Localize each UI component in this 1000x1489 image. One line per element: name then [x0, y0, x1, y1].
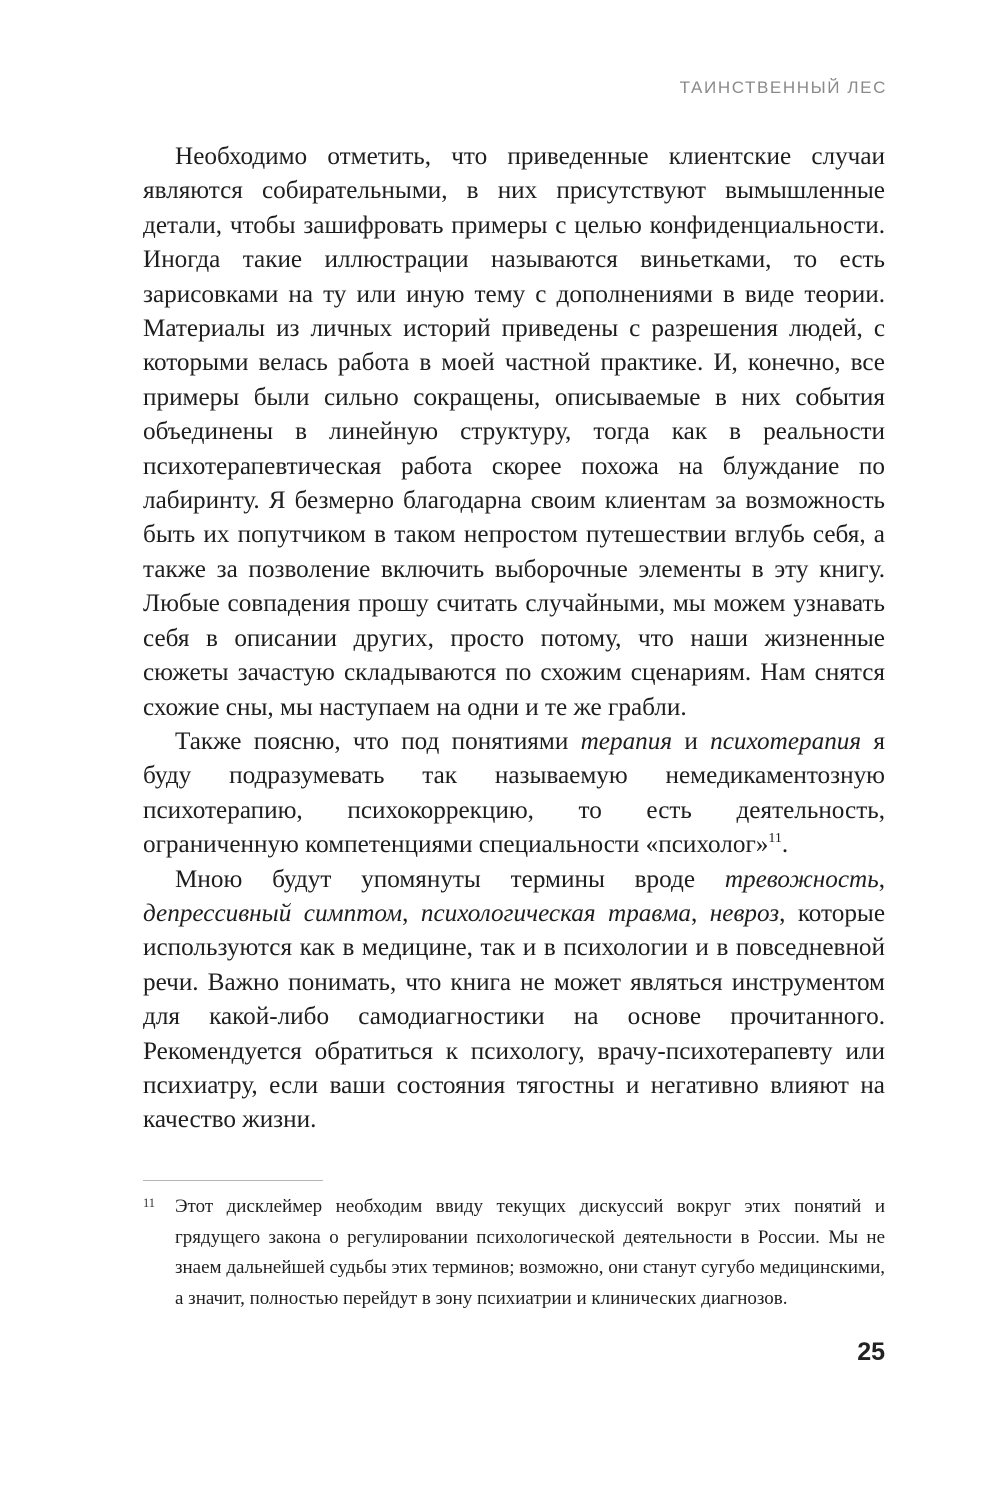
term-therapy: терапия	[580, 727, 673, 755]
footnote	[143, 1192, 885, 1314]
paragraph-2-text-1: Также поясню, что под понятиями	[175, 727, 581, 755]
paragraph-3-text-3: ,	[402, 899, 421, 927]
footnote-text: Этот дисклеймер необходим ввиду текущих дискуссий вокруг этих понятий и грядущего закона о регулировании психологической деятельности в России. Мы не знаем дальнейшей судьбы этих терминов; возможно, они станут сугубо медицинскими, а значит, полностью перейдут в зону психиатрии и клинических диагнозов.	[175, 1196, 885, 1309]
term-psychological-trauma: психологическая травма	[420, 899, 692, 927]
paragraph-1: Необходимо отметить, что приведенные клиентские случаи являются собирательными, в них присутствуют вымышленные детали, чтобы зашифровать примеры с целью конфиденциальности. Иногда такие иллюстрации называются виньетками, то есть зарисовками на ту или иную тему с дополнениями в виде теории. Материалы из личных историй приведены с разрешения людей, с которыми велась работа в моей частной практике. И, конечно, все примеры были сильно сокращены, описываемые в них события объединены в линейную структуру, тогда как в реальности психотерапевтическая работа скорее похожа на блуждание по лабиринту. Я безмерно благодарна своим клиентам за возможность быть их попутчиком в таком непростом путешествии вглубь себя, а также за позволение включить выборочные элементы в эту книгу. Любые совпадения прошу считать случайными, мы можем узнавать себя в описании других, просто потому, что наши жизненные сюжеты зачастую складываются по схожим сценариям. Нам снятся схожие сны, мы наступаем на одни и те же грабли.	[143, 143, 885, 721]
term-anxiety: тревожность	[724, 865, 879, 893]
term-depressive-symptom: депрессивный симптом	[143, 899, 403, 927]
term-neurosis: невроз	[709, 899, 780, 927]
paragraph-2-text-4: .	[781, 831, 789, 859]
term-psychotherapy: психотерапия	[710, 727, 862, 755]
footnote-number: 11	[143, 1196, 156, 1210]
paragraph-3-text-5: , которые используются как в медицине, так и в психологии и в повседневной речи. Важно понимать, что книга не может являться инструментом для какой-либо самодиагностики на основе прочитанного. Рекомендуется обратиться к психологу, врачу-психотерапевту или психиатру, если ваши состояния тягостны и негативно влияют на качество жизни.	[143, 899, 886, 1134]
paragraph-3-text-2: ,	[878, 865, 885, 893]
footnote-divider	[143, 1180, 323, 1181]
paragraph-2-text-2: и	[672, 727, 711, 755]
paragraph-2-text-3: я буду подразумевать так называемую немедикаментозную психотерапию, психокоррекцию, то есть деятельность, ограниченную компетенциями специальности «психолог»	[143, 727, 885, 859]
paragraph-3	[143, 863, 885, 1138]
footnote-reference: 11	[768, 831, 782, 847]
paragraph-2	[143, 725, 885, 863]
paragraph-3-text-1: Мною будут упомянуты термины вроде	[175, 865, 725, 893]
paragraph-3-text-4: ,	[691, 899, 710, 927]
page-number: 25	[857, 1338, 885, 1366]
running-head: ТАИНСТВЕННЫЙ ЛЕС	[679, 78, 887, 97]
main-text	[143, 140, 885, 1138]
